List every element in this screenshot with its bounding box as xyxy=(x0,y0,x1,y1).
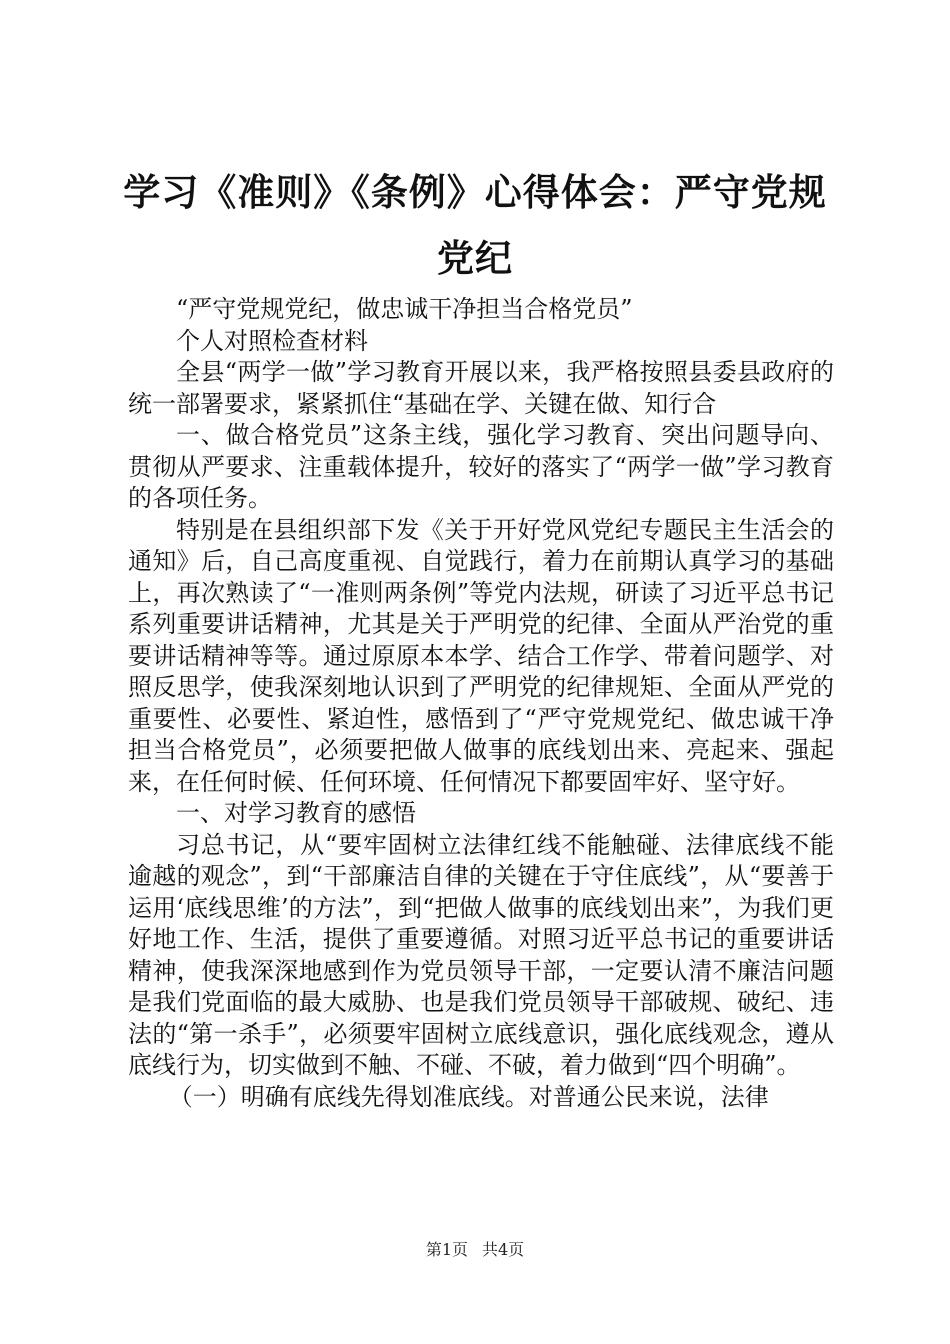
paragraph-material-label: 个人对照检查材料 xyxy=(176,326,368,355)
paragraph-study: 特别是在县组织部下发《关于开好党风党纪专题民主生活会的通知》后，自己高度重视、自觉践行，着力在前期认真学习的基础上，再次熟读了“一准则两条例”等党内法规，研读了习近平总书记系列重要讲话精神，尤其是关于严明党的纪律、全面从严治党的重要讲话精神等等。通过原原本本学、结合工作学、带着问题学、对照反思学，使我深刻地认识到了严明党的纪律规矩、全面从严党的重要性、必要性、紧迫性，感悟到了“严守党规党纪、做忠诚干净担当合格党员”，必须要把做人做事的底线划出来、亮起来、强起来，在任何时候、任何环境、任何情况下都要固牢好、坚守好。 xyxy=(128,515,834,796)
document-title: 学习《准则》《条例》心得体会：严守党规党纪 xyxy=(123,171,827,280)
paragraph-mainline: 一、做合格党员”这条主线，强化学习教育、突出问题导向、贯彻从严要求、注重载体提升，较好的落实了“两学一做”学习教育的各项任务。 xyxy=(128,421,834,512)
paragraph-intro: 全县“两学一做”学习教育开展以来，我严格按照县委县政府的统一部署要求，紧紧抓住“基础在学、关键在做、知行合 xyxy=(128,358,834,418)
section-heading: 一、对学习教育的感悟 xyxy=(176,799,416,827)
paragraph-subtitle: “严守党规党纪，做忠诚干净担当合格党员” xyxy=(176,295,633,323)
paragraph-reflection: 习总书记，从“要牢固树立法律红线不能触碰、法律底线不能逾越的观念”，到“干部廉洁自律的关键在于守住底线”，从“要善于运用‘底线思维’的方法”，到“把做人做事的底线划出来”，为我们更好地工作、生活，提供了重要遵循。对照习近平总书记的重要讲话精神，使我深深地感到作为党员领导干部，一定要认清不廉洁问题是我们党面临的最大威胁、也是我们党员领导干部破规、破纪、违法的“第一杀手”，必须要牢固树立底线意识，强化底线观念，遵从底线行为，切实做到不触、不碰、不破，着力做到“四个明确”。 xyxy=(128,830,834,1079)
page-footer xyxy=(0,1240,950,1260)
page-number-current: 第1页 xyxy=(425,1240,468,1259)
page-number-total: 共4页 xyxy=(482,1240,525,1259)
subsection-heading: （一）明确有底线先得划准底线。对普通公民来说，法律 xyxy=(168,1082,769,1111)
document-body xyxy=(128,294,834,1113)
